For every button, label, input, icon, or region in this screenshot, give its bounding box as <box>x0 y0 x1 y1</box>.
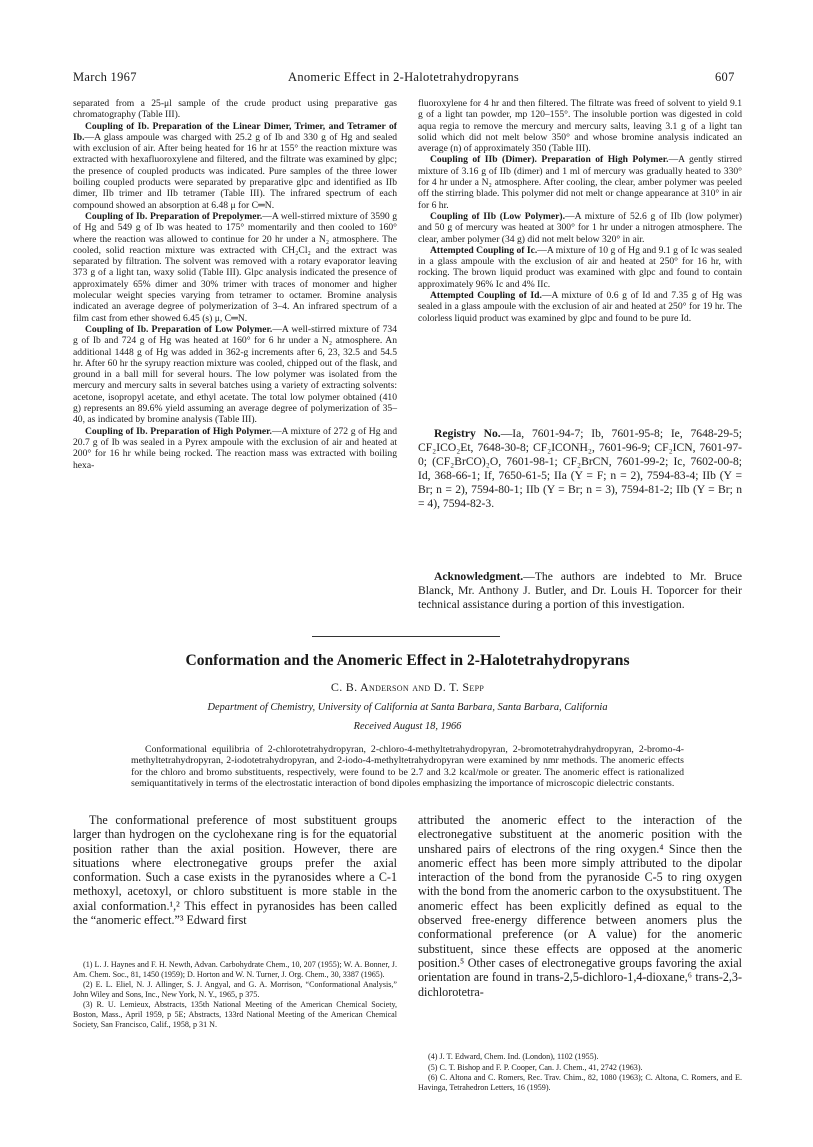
section-head: Coupling of Ib. Preparation of the Linear Dimer, Trimer, and Tetramer of Ib. <box>73 120 397 143</box>
footnote: (2) E. L. Eliel, N. J. Allinger, S. J. Angyal, and G. A. Morrison, “Conformational Analysis,” John Wiley and Sons, Inc., New York, N. Y., 1965, p 375. <box>73 980 397 999</box>
paragraph: Registry No.—Ia, 7601-94-7; Ib, 7601-95-8; Ie, 7648-29-5; CF₂ICO₂Et, 7648-30-8; CF₂ICONH₂, 7601-96-9; CF₂ICN, 7601-97-0; (CF₂BrCO)₂O, 7601-98-1; CF₂BrCN, 7601-99-2; Ic, 7602-00-8; Id, 368-66-1; If, 7650-61-5; IIa (Y = F; n = 2), 7594-83-4; IIb (Y = Br; n = 2), 7594-80-1; IIb (Y = Br; n = 3), 7594-81-2; IIb (Y = Br; n = 4), 7594-82-3. <box>418 427 742 510</box>
section-head: Attempted Coupling of Id. <box>430 290 542 302</box>
paragraph: Coupling of IIb (Dimer). Preparation of High Polymer.—A gently stirred mixture of 3.16 g of IIb (dimer) and 1 ml of mercury was gradually heated to 330° for 4 hr under a N₂ atmosphere. After cooling, the clear, amber polymer was peeled off the stirring blade. This polymer did not melt or change appearance at 310° in air for 6 hr. <box>418 154 742 211</box>
acknowledgment <box>418 570 742 612</box>
paragraph: fluoroxylene for 4 hr and then filtered. The filtrate was freed of solvent to yield 9.1 g of a light tan powder, mp 120–155°. The insoluble portion was digested in cold aqua regia to remove the mercury and mercury salts, leaving 3.1 g of a light tan solid which did not melt below 350° and whose bromine analysis indicated an average (n) of approximately 350 (Table III). <box>418 98 742 155</box>
body-left-column <box>73 813 397 927</box>
paragraph: Coupling of Ib. Preparation of Prepolymer.—A well-stirred mixture of 3590 g of Hg and 549 g of Ib was heated to 175° momentarily and then cooled to 160° where the reaction was allowed to continue for 20 hr under a N₂ atmosphere. The cooled, solid reaction mixture was extracted with CH₂Cl₂ and the extract was separated by filtration. The solvent was removed with a rotary evaporator leaving 373 g of a light tan, waxy solid (Table III). Glpc analysis indicated the presence of approximately 65% dimer and 30% trimer with traces of monomer and higher molecular weight species varying from tetramer to octamer. Bromine analysis indicated an average degree of polymerization of 3–4. An infrared spectrum of a film cast from ether showed 6.45 (s) μ, C═N. <box>73 210 397 324</box>
footnotes-left <box>73 960 397 1030</box>
page-number: 607 <box>715 70 735 84</box>
received-date: Received August 18, 1966 <box>353 721 462 732</box>
paragraph: attributed the anomeric effect to the interaction of the electronegative substituent at the anomeric position with the unshared pairs of electrons of the ring oxygen.⁴ Since then the anomeric effect has been more simply attributed to the dipolar interaction of the bond from the pyranoside C-5 to ring oxygen with the bond from the anomeric carbon to the oxysubstituent. The anomeric effect has been explicitly defined as equal to the observed free-energy difference between anomers plus the conformational preference (or A value) for the anomeric substituent, since these effects are opposed at the anomeric position.⁵ Other cases of electronegative groups favoring the axial orientation are found in trans-2,5-dichloro-1,4-dioxane,⁶ trans-2,3-dichlorotetra- <box>418 813 742 999</box>
paragraph: Acknowledgment.—The authors are indebted to Mr. Bruce Blanck, Mr. Anthony J. Butler, and Dr. Louis H. Toporcer for their technical assistance during a portion of this investigation. <box>418 570 742 611</box>
experimental-left-column <box>73 98 397 471</box>
paragraph: Attempted Coupling of Id.—A mixture of 0.6 g of Id and 7.35 g of Hg was sealed in a glass ampoule with the exclusion of air and heated at 250° for 19 hr. The colorless liquid product was examined by glpc and found to be pure Id. <box>418 290 742 324</box>
affiliation: Department of Chemistry, University of California at Santa Barbara, Santa Barbara, California <box>207 702 608 713</box>
paragraph: Attempted Coupling of Ic.—A mixture of 10 g of Hg and 9.1 g of Ic was sealed in a glass ampoule with the exclusion of air and heated at 250° for 16 hr, with rocking. The brown liquid product was examined with glpc and found to contain approximately 96% Ic and 4% IIc. <box>418 244 742 290</box>
footnote: (4) J. T. Edward, Chem. Ind. (London), 1102 (1955). <box>428 1052 599 1061</box>
paragraph: Coupling of Ib. Preparation of Low Polymer.—A well-stirred mixture of 734 g of Ib and 724 g of Hg was heated at 160° for 6 hr under a N₂ atmosphere. An additional 1448 g of Hg was added in 362-g increments after 6, 23, 32.5 and 54.5 hr. After 60 hr the syrupy reaction mixture was cooled, chipped out of the flask, and ground in a ball mill for several hours. The low polymer was isolated from the mercury and mercury salts in several batches using a variety of extracting solvents: acetone, isopropyl acetate, and ethyl acetate. The total low polymer obtained (410 g) represents an 89.6% yield assuming an average degree of polymerization of 35–40, as indicated by bromine analysis (Table III). <box>73 323 398 426</box>
section-head: Attempted Coupling of Ic. <box>430 244 538 256</box>
running-header-title: Anomeric Effect in 2-Halotetrahydropyrans <box>288 70 520 84</box>
article-authors: C. B. Anderson and D. T. Sepp <box>330 680 485 694</box>
section-head: Coupling of Ib. Preparation of High Polymer. <box>85 425 272 437</box>
section-head: Coupling of IIb (Low Polymer). <box>430 210 566 222</box>
paragraph: separated from a 25-μl sample of the crude product using preparative gas chromatography (Table III). <box>73 98 397 121</box>
paragraph: The conformational preference of most substituent groups larger than hydrogen on the cyclohexane ring is for the equatorial position rather than the axial position. However, there are situations where electronegative groups prefer the axial conformation. Such a case exists in the pyranosides where a C-1 methoxyl, acetoxyl, or chloro substituent is more stable in the axial conformation.¹,² This effect in pyranosides has been called the “anomeric effect.”³ Edward first <box>73 813 397 928</box>
footnote: (6) C. Altona and C. Romers, Rec. Trav. Chim., 82, 1080 (1963); C. Altona, C. Romers, and E. Havinga, Tetrahedron Letters, 16 (1959). <box>418 1073 742 1092</box>
footnote: (5) C. T. Bishop and F. P. Cooper, Can. J. Chem., 41, 2742 (1963). <box>428 1062 643 1072</box>
experimental-right-column <box>418 98 742 324</box>
footnote: (3) R. U. Lemieux, Abstracts, 135th National Meeting of the American Chemical Society, Boston, Mass., April 1959, p 5E; Abstracts, 133rd National Meeting of the American Chemical Society, San Francisco, Calif., 1958, p 31 N. <box>73 1000 397 1029</box>
section-head: Acknowledgment. <box>434 570 524 583</box>
running-header-date: March 1967 <box>73 70 137 84</box>
abstract <box>131 744 684 790</box>
abstract-text: Conformational equilibria of 2-chlorotetrahydropyran, 2-chloro-4-methyltetrahydropyran, 2-bromotetrahydrahydropyran, 2-bromo-4-methyltetrahydropyran, 2-iodotetrahydropyran, and 2-iodo-4-methyltetrahydropyran were examined by nmr methods. The anomeric effects for the chloro and bromo substituents, respectively, were found to be 2.7 and 3.2 kcal/mole or greater. The anomeric effect is rationalized semiquantitatively in terms of the electrostatic interaction of bond dipoles emphasizing the importance of microscopic dielectric constants. <box>131 744 684 790</box>
footnotes-right <box>418 1052 742 1093</box>
section-head: Coupling of IIb (Dimer). Preparation of High Polymer. <box>430 154 669 166</box>
section-head: Coupling of Ib. Preparation of Low Polymer. <box>85 323 273 335</box>
paragraph: Coupling of Ib. Preparation of the Linear Dimer, Trimer, and Tetramer of Ib.—A glass ampoule was charged with 25.2 g of Ib and 330 g of Hg and sealed with exclusion of air. After being heated for 16 hr at 155° the reaction mixture was extracted with hexafluoroxylene and filtered, and the filtrate was examined by glpc; the presence of coupled products was indicated. Pure samples of the three lower boiling coupled products were separated by preparative glpc and identified as IIb dimer, IIb trimer and IIb tetramer (Table III). The infrared spectrum of each compound showed an absorption at 6.48 μ for C═N. <box>73 120 397 211</box>
paragraph: Coupling of IIb (Low Polymer).—A mixture of 52.6 g of IIb (low polymer) and 50 g of mercury was heated at 300° for 1 hr under a nitrogen atmosphere. The clear, amber polymer (34 g) did not melt below 320° in air. <box>418 210 742 245</box>
section-head: Registry No. <box>434 427 501 440</box>
article-title: Conformation and the Anomeric Effect in 2-Halotetrahydropyrans <box>185 652 630 669</box>
section-head: Coupling of Ib. Preparation of Prepolymer. <box>85 210 263 222</box>
registry-numbers <box>418 427 742 510</box>
separator-rule <box>312 636 500 637</box>
footnote: (1) L. J. Haynes and F. H. Newth, Advan. Carbohydrate Chem., 10, 207 (1955); W. A. Bonner, J. Am. Chem. Soc., 81, 1450 (1959); D. Horton and W. N. Turner, J. Org. Chem., 30, 3387 (1965). <box>73 960 397 979</box>
body-right-column <box>418 813 742 999</box>
paragraph: Coupling of Ib. Preparation of High Polymer.—A mixture of 272 g of Hg and 20.7 g of Ib was sealed in a Pyrex ampoule with the exclusion of air and heated at 200° for 16 hr while being rocked. The reaction mass was extracted with boiling hexa- <box>73 425 397 471</box>
